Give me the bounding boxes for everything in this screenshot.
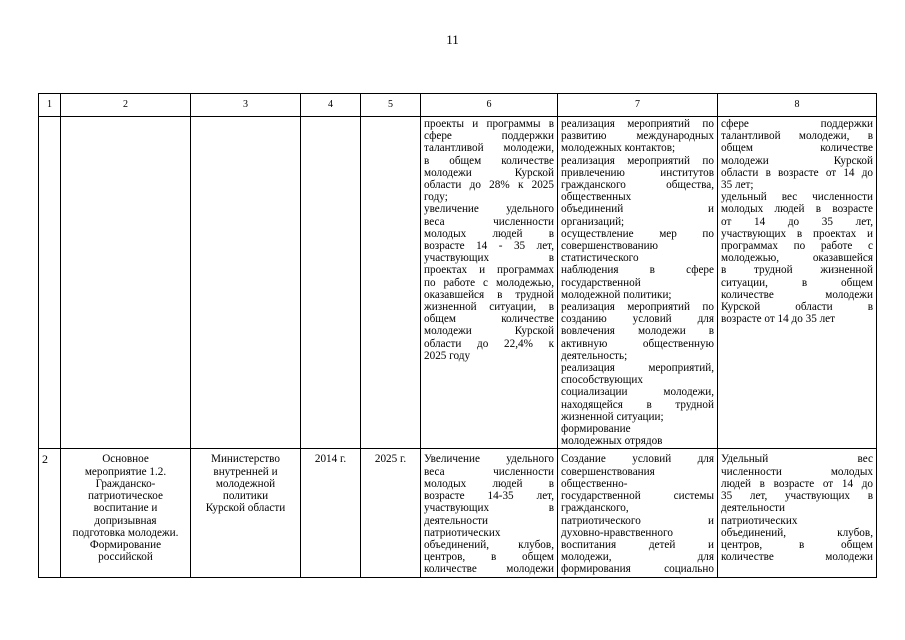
- cell-text-line: проекты и программы в: [424, 118, 554, 130]
- cell-text-line: молодежной политики;: [561, 288, 672, 301]
- cell-text-line: активную общественную: [561, 337, 714, 350]
- cell-text-line: жизненной ситуации;: [561, 410, 664, 423]
- cell-text-line: молодежных отрядов: [561, 435, 663, 448]
- cell-text-line: находящейся в трудной: [561, 398, 714, 411]
- cell-text-line: Формирование: [89, 538, 162, 551]
- cell-text-line: количестве молодежи: [721, 288, 873, 301]
- header-cell: 8: [718, 94, 877, 117]
- cell-text-line: от 14 до 35 лет,: [721, 215, 873, 228]
- cell-text-line: деятельность;: [561, 349, 628, 362]
- header-cell: 7: [558, 94, 718, 117]
- cell-text-line: участвующих в: [424, 252, 554, 265]
- cell-text-line: реализация мероприятий по: [561, 154, 714, 167]
- cell-text-line: количестве молодежи: [721, 551, 873, 564]
- cell-text-line: сфере поддержки: [721, 118, 873, 130]
- cell-text-line: патриотического и: [561, 514, 714, 527]
- cell-text-line: реализация мероприятий,: [561, 362, 714, 375]
- cell-text-line: удельный вес численности: [721, 191, 873, 204]
- cell-text-line: молодежи Курской: [424, 166, 554, 179]
- cell-text-line: наблюдения в сфере: [561, 264, 714, 277]
- cell-text-line: общественно-: [561, 477, 628, 490]
- cell-text-line: молодежи Курской: [424, 325, 554, 338]
- cell-text-line: вовлечения молодежи в: [561, 325, 714, 338]
- cell-text-line: талантливой молодежи,: [424, 142, 554, 155]
- program-table: [38, 93, 877, 578]
- page-number: 11: [446, 32, 459, 47]
- row1-start-cell: [301, 117, 361, 449]
- cell-text-line: молодежной: [215, 477, 276, 490]
- row1-indicators-cell: [718, 117, 877, 449]
- cell-text-line: программах по работе с: [721, 240, 873, 253]
- cell-text-line: участвующих в проектах и: [721, 227, 873, 240]
- cell-text-line: области до 28% к 2025: [424, 179, 554, 192]
- cell-text-line: области в возрасте от 14 до: [721, 166, 873, 179]
- row2-directions-cell: [558, 449, 718, 577]
- cell-text-line: 35 лет;: [721, 179, 754, 192]
- cell-text-line: внутренней и: [213, 465, 278, 478]
- cell-text-line: молодежью, оказавшейся: [721, 252, 873, 265]
- cell-text-line: 2025 году: [424, 349, 471, 362]
- row1-directions-cell: [558, 117, 718, 449]
- row1-end-cell: [361, 117, 421, 449]
- row2-result-cell: [421, 449, 558, 577]
- row1-number-cell: [39, 117, 61, 449]
- cell-text-line: области до 22,4% к: [424, 337, 554, 350]
- cell-text-line: в общем количестве: [424, 154, 554, 167]
- header-cell: 6: [421, 94, 558, 117]
- cell-text-line: общем количестве: [721, 142, 873, 155]
- header-cell: 2: [61, 94, 191, 117]
- cell-text-line: реализация мероприятий по: [561, 118, 714, 130]
- cell-text-line: реализация мероприятий по: [561, 301, 714, 314]
- cell-text-line: количестве молодежи: [424, 563, 554, 576]
- cell-text-line: патриотических: [424, 526, 501, 539]
- table-row: [39, 449, 877, 577]
- cell-text-line: возрасте от 14 до 35 лет: [721, 313, 836, 326]
- cell-text-line: деятельности: [424, 514, 489, 527]
- cell-text-line: патриотических: [721, 514, 798, 527]
- cell-text-line: духовно-нравственного: [561, 526, 673, 539]
- header-cell: 3: [191, 94, 301, 117]
- cell-text-line: совершенствования: [561, 465, 655, 478]
- row1-result-cell: [421, 117, 558, 449]
- row2-activity-cell: [61, 449, 191, 577]
- cell-text-line: совершенствованию: [561, 240, 658, 253]
- cell-text-line: подготовка молодежи.: [72, 526, 179, 539]
- cell-text-line: социализации молодежи,: [561, 386, 714, 399]
- cell-text-line: веса численности: [424, 215, 554, 228]
- cell-text-line: Основное: [102, 453, 149, 466]
- cell-text-line: государственной системы: [561, 490, 714, 503]
- cell-text-line: веса численности: [424, 465, 554, 478]
- cell-text-line: возрасте 14-35 лет,: [424, 490, 554, 503]
- cell-text-line: привлечению институтов: [561, 166, 714, 179]
- cell-text-line: Министерство: [211, 453, 280, 466]
- cell-text-line: Создание условий для: [561, 453, 714, 466]
- cell-text-line: молодых людей в возрасте: [721, 203, 873, 216]
- cell-text-line: году;: [424, 191, 448, 204]
- row2-indicators-cell: [718, 449, 877, 577]
- cell-text-line: мероприятие 1.2.: [84, 465, 167, 478]
- cell-text-line: проектах и программах: [424, 264, 554, 277]
- table-header-row: [39, 94, 877, 117]
- cell-text-line: увеличение удельного: [424, 203, 554, 216]
- cell-text-line: ситуации, в общем: [721, 276, 873, 289]
- cell-text-line: молодежных контактов;: [561, 142, 676, 155]
- cell-text-line: организаций;: [561, 215, 625, 228]
- cell-text-line: в трудной жизненной: [721, 264, 873, 277]
- table-row: [39, 117, 877, 449]
- cell-text-line: допризывная: [94, 514, 157, 527]
- cell-text-line: молодых людей в: [424, 477, 554, 490]
- cell-text-line: центров, в общем: [424, 551, 554, 564]
- cell-text-line: формирования социально: [561, 563, 714, 576]
- header-cell: 4: [301, 94, 361, 117]
- cell-text-line: численности молодых: [721, 465, 873, 478]
- cell-text-line: воспитание и: [93, 502, 158, 515]
- cell-text-line: объединений, клубов,: [721, 526, 873, 539]
- cell-text-line: объединений и: [561, 203, 714, 216]
- cell-text-line: по работе с молодежью,: [424, 276, 554, 289]
- cell-text-line: воспитания детей и: [561, 538, 714, 551]
- header-cell: 1: [39, 94, 61, 117]
- cell-text-line: возрасте 14 - 35 лет,: [424, 240, 554, 253]
- cell-text-line: Курской области в: [721, 301, 873, 314]
- cell-text-line: патриотическое: [88, 490, 163, 503]
- cell-text-line: статистического: [561, 252, 639, 265]
- cell-text-line: развитию международных: [561, 130, 714, 143]
- row2-start-cell: 2014 г.: [301, 449, 361, 577]
- cell-text-line: созданию условий для: [561, 313, 714, 326]
- cell-text-line: Курской области: [205, 502, 286, 515]
- cell-text-line: общественных: [561, 191, 632, 204]
- row1-activity-cell: [61, 117, 191, 449]
- cell-text-line: объединений, клубов,: [424, 538, 554, 551]
- cell-text-line: формирование: [561, 423, 631, 436]
- cell-text-line: участвующих в: [424, 502, 554, 515]
- cell-text-line: гражданского общества,: [561, 179, 714, 192]
- row2-executor-cell: [191, 449, 301, 577]
- cell-text-line: государственной: [561, 276, 641, 289]
- cell-text-line: жизненной ситуации, в: [424, 301, 554, 314]
- cell-text-line: оказавшейся в трудной: [424, 288, 554, 301]
- cell-text-line: Увеличение удельного: [424, 453, 554, 466]
- row1-executor-cell: [191, 117, 301, 449]
- cell-text-line: политики: [222, 490, 269, 503]
- header-cell: 5: [361, 94, 421, 117]
- cell-text-line: общем количестве: [424, 313, 554, 326]
- row2-end-cell: 2025 г.: [361, 449, 421, 577]
- row2-number-cell: 2: [39, 449, 61, 577]
- cell-text-line: осуществление мер по: [561, 227, 714, 240]
- cell-text-line: Гражданско-: [95, 477, 156, 490]
- cell-text-line: российской: [98, 551, 153, 564]
- cell-text-line: деятельности: [721, 502, 786, 515]
- cell-text-line: способствующих: [561, 374, 643, 387]
- cell-text-line: молодежи Курской: [721, 154, 873, 167]
- cell-text-line: гражданского,: [561, 502, 629, 515]
- cell-text-line: центров, в общем: [721, 538, 873, 551]
- cell-text-line: талантливой молодежи, в: [721, 130, 873, 143]
- cell-text-line: молодых людей в: [424, 227, 554, 240]
- cell-text-line: сфере поддержки: [424, 130, 554, 143]
- cell-text-line: Удельный вес: [721, 453, 873, 466]
- cell-text-line: людей в возрасте от 14 до: [721, 477, 873, 490]
- cell-text-line: 35 лет, участвующих в: [721, 490, 873, 503]
- cell-text-line: молодежи, для: [561, 551, 714, 564]
